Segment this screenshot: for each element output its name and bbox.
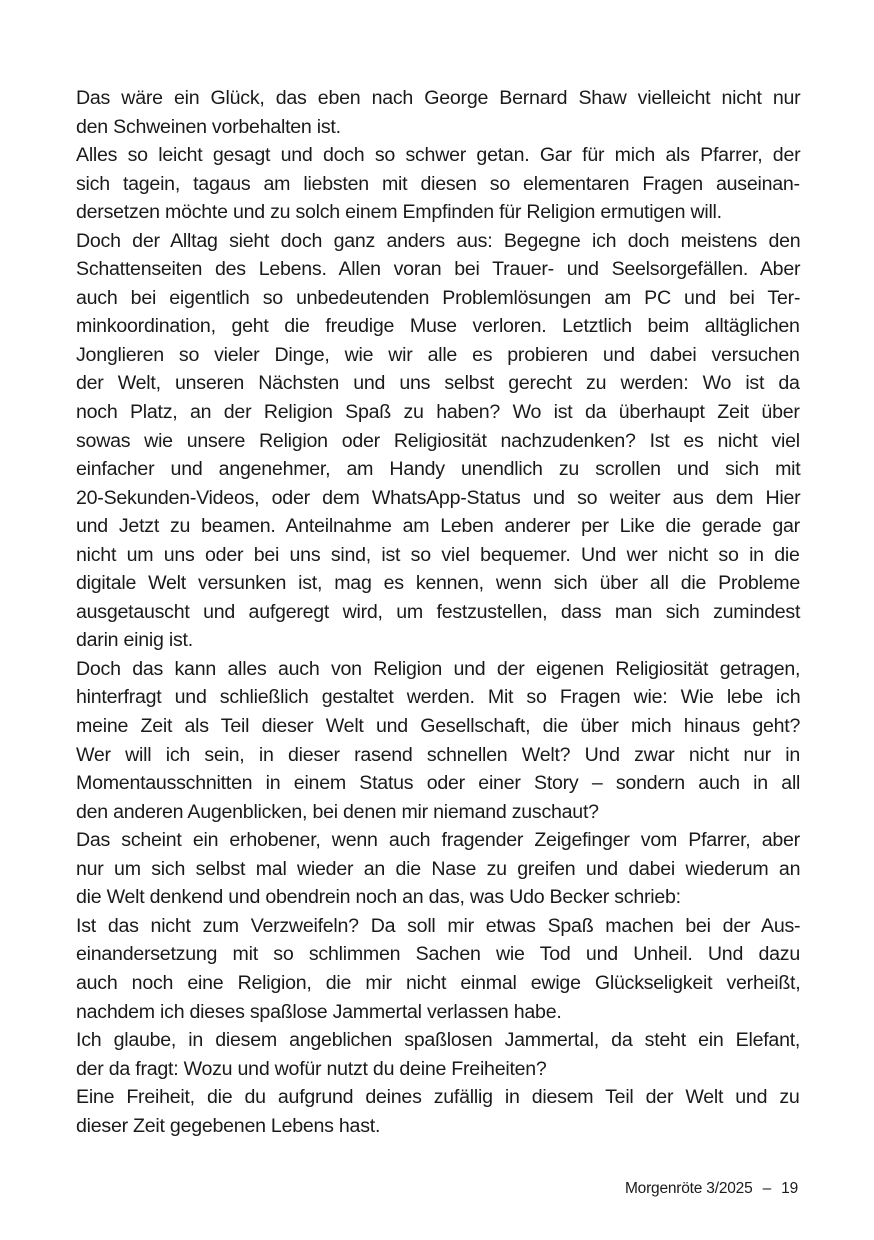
text-line: nachdem ich dieses spaßlose Jammertal verlassen habe. — [76, 1000, 562, 1023]
text-line: meine Zeit als Teil dieser Welt und Gesellschaft, die über mich hinaus geht? — [76, 715, 801, 738]
text-line: der da fragt: Wozu und wofür nutzt du deine Freiheiten? — [76, 1057, 547, 1080]
paragraph — [76, 1083, 800, 1140]
text-line: den Schweinen vorbehalten ist. — [76, 115, 341, 138]
text-line: sowas wie unsere Religion oder Religiosität nachzudenken? Ist es nicht viel — [76, 429, 800, 452]
text-line: Das scheint ein erhobener, wenn auch fragender Zeigefinger vom Pfarrer, aber — [76, 829, 800, 852]
text-line: darin einig ist. — [76, 629, 193, 652]
text-line: Ist das nicht zum Verzweifeln? Da soll mir etwas Spaß machen bei der Aus- — [76, 914, 801, 937]
text-line: minkoordination, geht die freudige Muse verloren. Letztlich beim alltäglichen — [76, 315, 800, 338]
paragraph — [76, 826, 800, 912]
text-line: noch Platz, an der Religion Spaß zu haben? Wo ist da überhaupt Zeit über — [76, 401, 800, 424]
text-line: Wer will ich sein, in dieser rasend schnellen Welt? Und zwar nicht nur in — [76, 743, 801, 766]
text-line: dieser Zeit gegebenen Lebens hast. — [76, 1114, 381, 1137]
text-line: 20-Sekunden-Videos, oder dem WhatsApp-Status und so weiter aus dem Hier — [76, 486, 801, 509]
footer-separator: – — [762, 1180, 772, 1197]
text-line: Ich glaube, in diesem angeblichen spaßlosen Jammertal, da steht ein Elefant, — [76, 1029, 801, 1052]
paragraph — [76, 84, 800, 141]
paragraph — [76, 141, 800, 227]
text-line: digitale Welt versunken ist, mag es kennen, wenn sich über all die Probleme — [76, 572, 800, 595]
page-body — [76, 84, 800, 1140]
page-number: 19 — [781, 1180, 798, 1197]
text-line: Doch der Alltag sieht doch ganz anders aus: Begegne ich doch meistens den — [76, 229, 801, 252]
text-line: die Welt denkend und obendrein noch an das, was Udo Becker schrieb: — [76, 886, 681, 909]
text-line: den anderen Augenblicken, bei denen mir niemand zuschaut? — [76, 800, 599, 823]
paragraph — [76, 227, 800, 655]
text-line: ausgetauscht und aufgeregt wird, um festzustellen, dass man sich zumindest — [76, 600, 801, 623]
text-line: auch noch eine Religion, die mir nicht einmal ewige Glückseligkeit verheißt, — [76, 971, 801, 994]
text-line: Momentausschnitten in einem Status oder einer Story – sondern auch in all — [76, 772, 801, 795]
text-line: einandersetzung mit so schlimmen Sachen wie Tod und Unheil. Und dazu — [76, 943, 800, 966]
text-line: Eine Freiheit, die du aufgrund deines zufällig in diesem Teil der Welt und zu — [76, 1086, 800, 1109]
text-line: hinterfragt und schließlich gestaltet werden. Mit so Fragen wie: Wie lebe ich — [76, 686, 801, 709]
text-line: Alles so leicht gesagt und doch so schwer getan. Gar für mich als Pfarrer, der — [76, 144, 801, 167]
text-line: der Welt, unseren Nächsten und uns selbst gerecht zu werden: Wo ist da — [76, 372, 800, 395]
text-line: Doch das kann alles auch von Religion und der eigenen Religiosität getragen, — [76, 657, 801, 680]
text-line: nur um sich selbst mal wieder an die Nase zu greifen und dabei wiederum an — [76, 857, 801, 880]
publication-name: Morgenröte 3/2025 — [624, 1180, 753, 1197]
text-line: einfacher und angenehmer, am Handy unendlich zu scrollen und sich mit — [76, 458, 801, 481]
text-line: auch bei eigentlich so unbedeutenden Problemlösungen am PC und bei Ter- — [76, 286, 801, 309]
text-line: Das wäre ein Glück, das eben nach George Bernard Shaw vielleicht nicht nur — [76, 87, 801, 109]
paragraph — [76, 1026, 800, 1083]
paragraph — [76, 655, 800, 826]
text-line: dersetzen möchte und zu solch einem Empfinden für Religion ermutigen will. — [76, 201, 722, 224]
text-line: Jonglieren so vieler Dinge, wie wir alle es probieren und dabei versuchen — [76, 343, 800, 366]
paragraph — [76, 912, 800, 1026]
text-line: Schattenseiten des Lebens. Allen voran bei Trauer- und Seelsorgefällen. Aber — [76, 258, 801, 281]
text-line: und Jetzt zu beamen. Anteilnahme am Leben anderer per Like die gerade gar — [76, 515, 800, 538]
text-line: sich tagein, tagaus am liebsten mit diesen so elementaren Fragen auseinan- — [76, 172, 800, 195]
text-line: nicht um uns oder bei uns sind, ist so viel bequemer. Und wer nicht so in die — [76, 543, 800, 566]
page-footer — [625, 1180, 798, 1198]
